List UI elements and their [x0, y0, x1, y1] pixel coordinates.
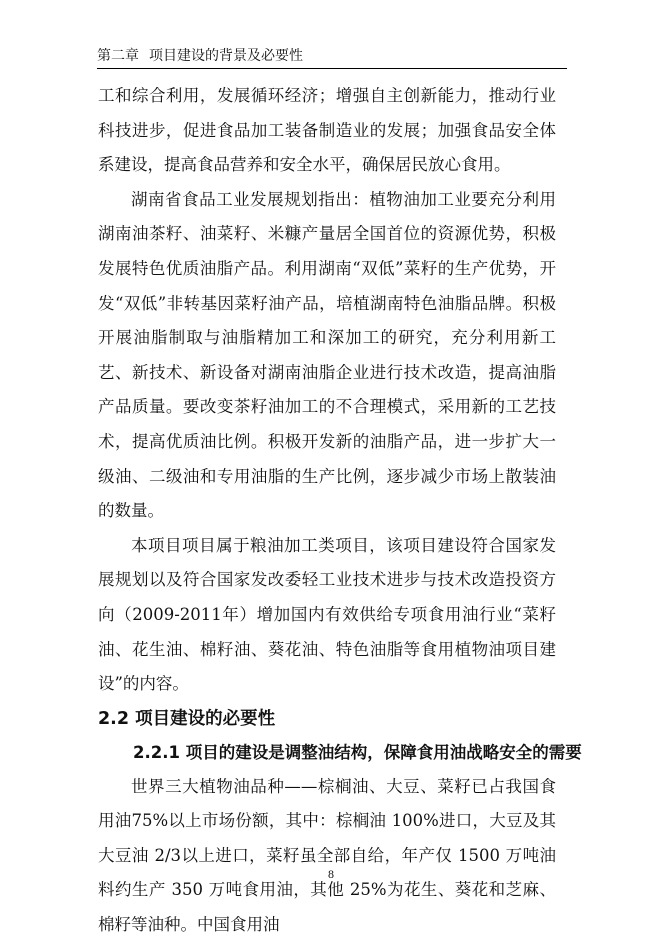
paragraph-project-compliance: 本项目项目属于粮油加工类项目，该项目建设符合国家发展规划以及符合国家发改委轻工业技术进步与技术改造投资方向（2009-2011年）增加国内有效供给专项食用油行业“菜籽油、花生油、棉籽油、葵花油、特色油脂等食用植物油项目建设”的内容。: [98, 535, 556, 694]
subsection-heading: 2.2.1 项目的建设是调整油结构，保障食用油战略安全的需要: [133, 742, 582, 762]
paragraph-oil-market: 世界三大植物油品种——棕榈油、大豆、菜籽已占我国食用油75%以上市场份额，其中：棕榈油 100%进口，大豆及其大豆油 2/3以上进口，菜籽虽全部自给，年产仅 1500 万吨油料约生产 350 万吨食用油，其他 25%为花生、葵花和芝麻、棉籽等油种。中国食用油: [98, 776, 556, 935]
paragraph-hunan-plan: 湖南省食品工业发展规划指出：植物油加工业要充分利用湖南油茶籽、油菜籽、米糠产量居全国首位的资源优势，积极发展特色优质油脂产品。利用湖南“双低”菜籽的生产优势，开发“双低”非转基因菜籽油产品，培植湖南特色油脂品牌。积极开展油脂制取与油脂精加工和深加工的研究，充分利用新工艺、新技术、新设备对湖南油脂企业进行技术改造，提高油脂产品质量。要改变茶籽油加工的不合理模式，采用新的工艺技术，提高优质油比例。积极开发新的油脂产品，进一步扩大一级油、二级油和专用油脂的生产比例，逐步减少市场上散装油的数量。: [98, 189, 556, 521]
page-body: [98, 79, 582, 943]
chapter-label: 第二章: [97, 48, 139, 64]
page-number: 8: [328, 867, 334, 881]
chapter-title: 项目建设的背景及必要性: [149, 48, 303, 64]
page-header: [97, 46, 567, 69]
paragraph-continued: 工和综合利用，发展循环经济；增强自主创新能力，推动行业科技进步，促进食品加工装备制造业的发展；加强食品安全体系建设，提高食品营养和安全水平，确保居民放心食用。: [98, 86, 556, 175]
section-heading: 2.2 项目建设的必要性: [98, 708, 276, 729]
